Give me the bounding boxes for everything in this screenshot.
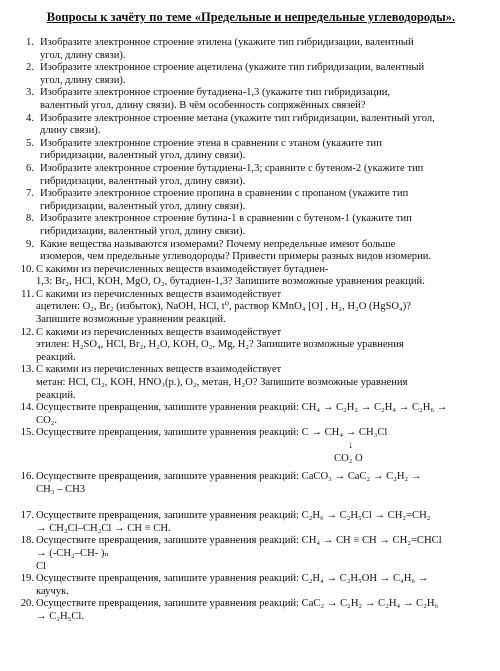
question-line: реакций. [36,351,76,363]
question-number: 2. [26,62,34,74]
question-line: изомеров, чем предельные углеводороды? Привести примеры разных видов изомерии. [40,251,432,263]
question-line: Изобразите электронное строение этилена (укажите тип гибридизации, валентный [40,37,414,48]
question-line: гибридизации, валентный угол, длину связи). [40,150,246,162]
question-item [12,289,490,327]
question-line: Осуществите превращения, запишите уравнения реакций: CaCO₃ → CaC₂ → C₂H₂ → [36,471,422,482]
question-item [12,573,490,598]
question-line: 1,3: Br₂, HCl, KOH, MgO, O₂, бутадиен-1,3? Запишите возможные уравнения реакций. [36,276,425,288]
question-item [12,510,490,535]
question-line: Изобразите электронное строение бутадиена-1,3; сравните с бутеном-2 (укажите тип [40,162,424,174]
question-line: угол, длину связи). [40,74,126,86]
question-line: С какими из перечисленных веществ взаимодействует [36,288,282,300]
question-text [40,213,490,238]
question-item [12,239,490,264]
question-line: Осуществите превращения, запишите уравнения реакций: C₂H₄ → C₂H₅OH → C₄H₆ → [36,573,429,585]
question-text [36,364,490,402]
question-item [12,138,490,163]
question-line: длину связи). [40,125,101,137]
question-number: 5. [26,137,34,149]
question-text [36,402,490,427]
question-text [40,239,490,264]
question-item [12,188,490,213]
question-line: CH₃ – CH3 [36,483,86,495]
question-number: 17. [20,510,34,522]
question-item [12,327,490,365]
question-line: → C₂H₅Cl. [36,610,85,622]
question-item [12,163,490,188]
question-line: Изобразите электронное строение бутина-1 в сравнении с бутеном-1 (укажите тип [40,213,412,225]
question-number: 3. [26,87,34,99]
down-arrow-icon: ↓ [348,440,354,451]
question-item [12,598,490,623]
question-line: Какие вещества называются изомерами? Почему непредельные имеют больше [40,238,396,250]
question-text [40,37,490,62]
question-number: 11. [21,288,34,300]
question-item [12,471,490,496]
question-line: гибридизации, валентный угол, длину связи). [40,200,246,212]
question-line: Изобразите электронное строение метана (укажите тип гибридизации, валентный угол, [40,112,435,124]
question-text [36,327,490,365]
question-number: 9. [26,238,34,250]
question-text [36,289,490,327]
question-number: 8. [26,213,34,225]
question-number: 1. [26,37,34,48]
question-line: Осуществите превращения, запишите уравнения реакций: CH₄ → C₂H₂ → C₂H₄ → C₂H₆ → [36,402,448,414]
question-line: ацетилен: O₂, Br₂ (избыток), NaOH, HCl, t⁰, раствор KMnO₄ [O] , H₂, H₂O (HgSO₄)? [36,301,411,313]
question-item [12,402,490,427]
question-text [36,471,490,496]
question-text [36,598,490,623]
question-text [36,510,490,535]
question-number: 12. [20,326,34,338]
question-line: Изобразите электронное строение бутадиена-1,3 (укажите тип гибридизации, [40,87,391,99]
question-item [12,535,490,573]
question-line: Изобразите электронное строение этена в сравнении с этаном (укажите тип [40,137,382,149]
question-text [36,535,490,573]
question-text [40,87,490,112]
scheme-15-branch [12,440,490,466]
question-line: гибридизации, валентный угол, длину связи). [40,175,246,187]
question-text [36,573,490,598]
question-text [40,188,490,213]
page-title: Вопросы к зачёту по теме «Предельные и непредельные углеводороды». [46,10,456,24]
question-text [40,113,490,138]
question-text [36,427,490,440]
question-line: каучук. [36,585,69,597]
question-line: CO₂. [36,414,58,426]
question-line: Осуществите превращения, запишите уравнения реакций: C₂H₆ → C₂H₅Cl → CH₂=CH₂ [36,510,431,522]
question-number: 16. [20,471,34,482]
question-line: угол, длину связи). [40,49,126,61]
question-line: реакций. [36,389,76,401]
question-line: Осуществите превращения, запишите уравнения реакций: C → CH₄ → CH₃Cl [36,427,388,439]
question-line: валентный угол, длину связи). В чём особенность сопряжённых связей? [40,99,366,111]
question-number: 20. [20,598,34,610]
question-text [40,138,490,163]
question-number: 15. [20,427,34,439]
question-number: 19. [20,573,34,585]
question-number: 10. [20,263,34,275]
question-item [12,213,490,238]
question-text [36,264,490,289]
question-number: 7. [26,188,34,200]
question-line: С какими из перечисленных веществ взаимодействует [36,364,282,376]
question-line: Изобразите электронное строение пропина в сравнении с пропаном (укажите тип [40,188,409,200]
question-number: 6. [26,162,34,174]
question-text [40,62,490,87]
question-number: 13. [20,364,34,376]
question-item [12,62,490,87]
question-line: → (-CH₂–CH- )ₙ [36,547,110,559]
question-line: Изобразите электронное строение ацетилена (укажите тип гибридизации, валентный [40,62,425,74]
question-line: этилен: H₂SO₄, HCl, Br₂, H₂O, KOH, O₂, Mg, H₂? Запишите возможные уравнения [36,339,404,351]
question-line: Запишите возможные уравнения реакций. [36,314,226,326]
question-line: метан: HCl, Cl₂, KOH, HNO₃(р.), O₂, метан, H₂O? Запишите возможные уравнения [36,377,408,389]
question-item [12,87,490,112]
question-item [12,427,490,440]
question-item [12,113,490,138]
question-line: С какими из перечисленных веществ взаимодействует бутадиен- [36,263,329,275]
question-line: Cl [36,560,47,572]
question-item [12,364,490,402]
question-line: → CH₂Cl–CH₂Cl → CH ≡ CH. [36,522,171,534]
question-line: Осуществите превращения, запишите уравнения реакций: CaC₂ → C₂H₂ → C₂H₄ → C₂H₆ [36,598,439,610]
question-list [12,37,490,624]
question-item [12,37,490,62]
question-line: Осуществите превращения, запишите уравнения реакций: CH₄ → CH ≡ CH → CH₂=CHCl [36,535,442,547]
question-number: 14. [20,402,34,414]
question-text [40,163,490,188]
scheme-product: CO₂ O [334,453,363,464]
question-number: 18. [20,535,34,547]
question-item [12,264,490,289]
question-number: 4. [26,112,34,124]
question-line: гибридизации, валентный угол, длину связи). [40,225,246,237]
question-line: С какими из перечисленных веществ взаимодействует [36,326,282,338]
